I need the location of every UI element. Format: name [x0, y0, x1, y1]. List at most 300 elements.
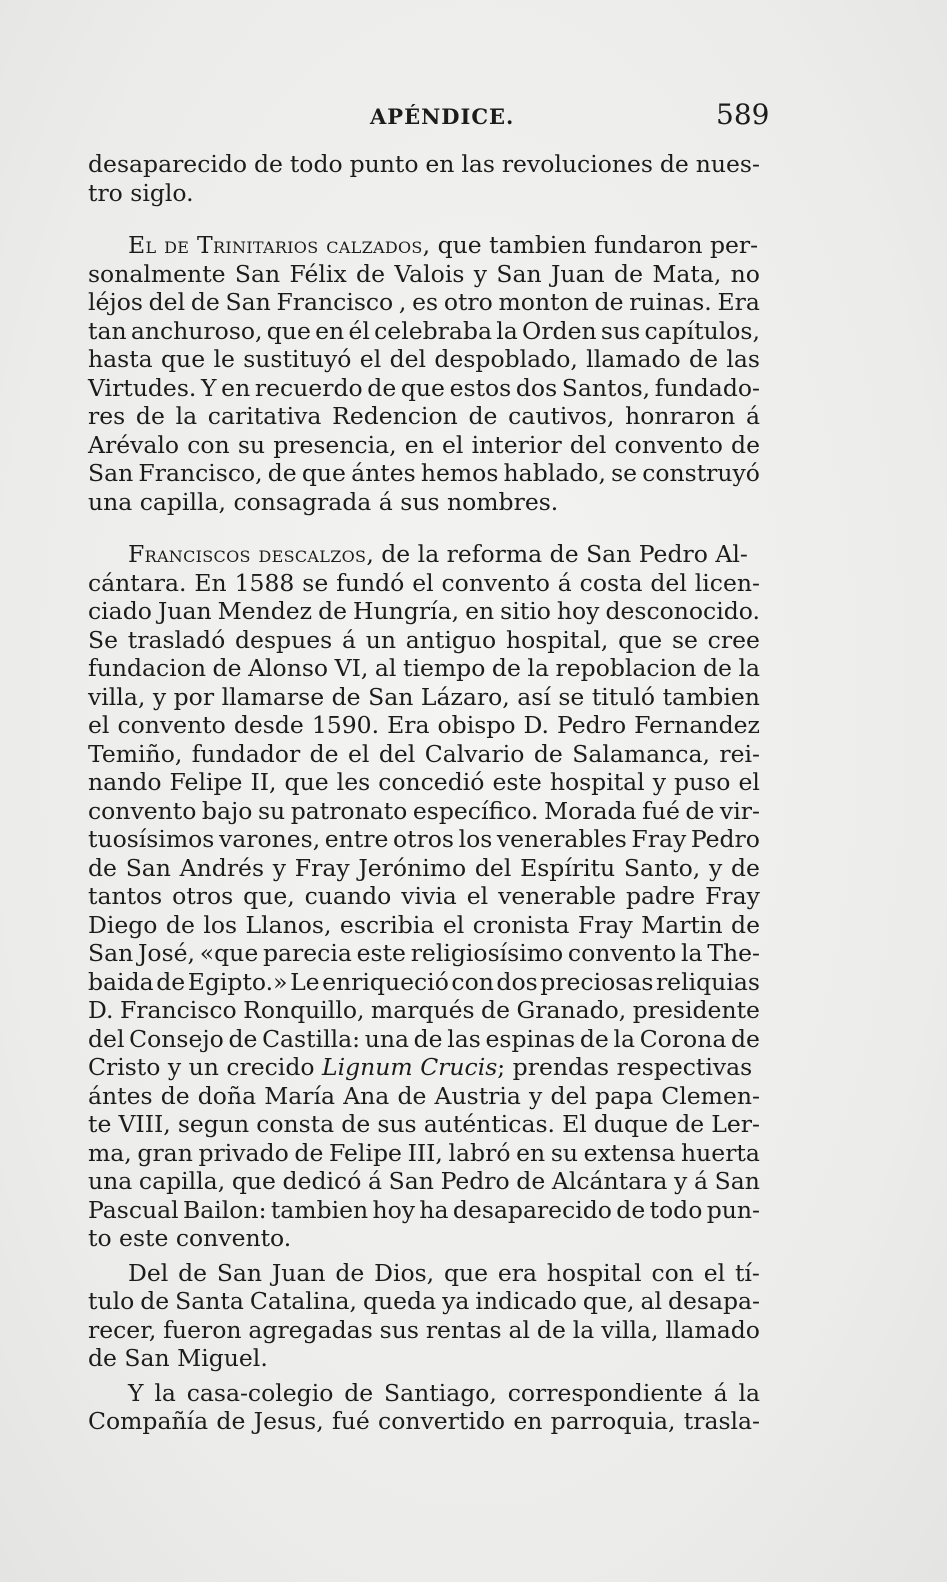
word: Pedro [557, 711, 627, 739]
word: de [516, 1167, 546, 1195]
word: de [88, 853, 117, 882]
word: recer, [88, 1315, 157, 1344]
word: la [681, 939, 703, 967]
word: era [497, 1258, 537, 1287]
word: Fernandez [634, 711, 760, 739]
word: la [154, 1378, 176, 1407]
word: que [266, 316, 311, 345]
word: la [496, 316, 518, 345]
word: baida [88, 967, 154, 996]
line-text [88, 882, 760, 911]
word: 1590. [311, 711, 380, 739]
word: Orden [522, 316, 597, 345]
word: San [714, 1167, 760, 1195]
word: de [367, 373, 397, 402]
text-line [88, 911, 760, 940]
word: Pedro [440, 1167, 510, 1195]
word: Francisco [276, 288, 394, 316]
word: que [231, 1167, 276, 1195]
word: estos [449, 373, 512, 402]
word: Ana [343, 1081, 390, 1110]
word: Corona [639, 1024, 727, 1053]
word: obispo [437, 711, 516, 739]
word: auténticas. [423, 1110, 555, 1138]
word: sitio [500, 597, 551, 625]
line-text [88, 569, 760, 598]
word: del [474, 853, 512, 882]
word: de [468, 402, 498, 430]
word: este [492, 768, 542, 796]
word: indicado [475, 1287, 577, 1315]
text-line [88, 540, 760, 569]
paragraph-gap [88, 516, 760, 540]
word: de [309, 739, 339, 768]
word: interior [471, 430, 562, 459]
word: Juan [550, 259, 605, 288]
word: de [685, 796, 715, 825]
text-line [88, 626, 760, 655]
text-line [88, 402, 760, 431]
word: The- [707, 939, 760, 967]
word: con [451, 967, 494, 996]
word: de [689, 345, 718, 373]
word: de [254, 150, 283, 178]
word: se [671, 625, 698, 654]
line-text [128, 1379, 760, 1408]
text-line [88, 1196, 760, 1225]
text-line [88, 374, 760, 403]
word: tí- [734, 1258, 760, 1287]
word: la [527, 654, 549, 682]
word: que, [582, 1287, 635, 1315]
word: construyó [642, 459, 760, 487]
word: sus [377, 1110, 417, 1138]
word: tan [88, 316, 127, 345]
word: tantos [88, 882, 163, 910]
word: dedicó [282, 1167, 362, 1195]
word: de [165, 910, 195, 939]
text-line [88, 1053, 760, 1082]
word: y [529, 1081, 543, 1110]
line-text [88, 150, 760, 179]
word: con [187, 430, 230, 459]
word: VIII, [118, 1110, 171, 1138]
word: fué [642, 796, 680, 825]
word: consta [256, 1110, 335, 1138]
word: José, [138, 939, 196, 967]
word: específico. [412, 796, 539, 825]
word: Clemen- [661, 1081, 760, 1110]
word: de [318, 597, 348, 625]
word: de [140, 1287, 170, 1315]
word: que, [243, 882, 295, 910]
word: San [496, 259, 542, 288]
word: Egipto.» [187, 967, 288, 996]
text-line [88, 231, 760, 260]
word: dos [515, 373, 558, 402]
text-line [88, 1259, 760, 1288]
text-line [88, 968, 760, 997]
word: desaparecido [452, 1195, 612, 1224]
text-line [88, 1344, 760, 1373]
word: preciosas [540, 967, 654, 996]
word: el [738, 768, 760, 796]
word: en [315, 316, 345, 345]
word: convento [567, 939, 677, 967]
text-line [88, 654, 760, 683]
word: Juan [157, 597, 212, 625]
line-text [88, 1025, 760, 1054]
word: presencia, [273, 430, 397, 459]
word: convento [117, 711, 226, 739]
text-line [88, 1287, 760, 1316]
word: 1588 [234, 568, 295, 597]
word: hoy [556, 597, 600, 625]
word: á [745, 402, 760, 430]
paragraph-franciscos [88, 540, 760, 1253]
word: «que [199, 939, 259, 967]
word: punto [349, 150, 419, 178]
line-text [88, 1139, 760, 1168]
word: Jerónimo [358, 853, 467, 882]
word: nando [88, 768, 162, 796]
word: y [708, 853, 723, 882]
word: de [216, 1407, 246, 1435]
word: ántes [351, 459, 416, 487]
paragraph-trinitarios [88, 231, 760, 516]
word: le [213, 345, 235, 373]
word: revoluciones [501, 150, 653, 178]
text-line [88, 459, 760, 488]
word: en [221, 373, 251, 402]
word: desde [233, 711, 304, 739]
word: Valois [394, 259, 465, 288]
word: sonalmente [88, 259, 226, 288]
word: sus [600, 316, 641, 345]
word: Jesus, [253, 1407, 324, 1435]
text-line [88, 260, 760, 289]
word: antiguo [405, 625, 497, 654]
word: del [569, 430, 607, 459]
word: y [272, 853, 287, 882]
word: al [508, 1315, 531, 1344]
line-text [88, 597, 760, 626]
body-text [88, 150, 760, 1436]
word: la [572, 1315, 595, 1344]
line-text [88, 968, 760, 997]
word: reliquias [655, 967, 760, 996]
line-text: to este convento. [88, 1224, 292, 1252]
word: honraron [625, 402, 736, 430]
word: se [611, 459, 638, 487]
word: Arévalo [88, 430, 180, 459]
word: Felipe [169, 768, 243, 796]
word: Fray [577, 910, 633, 939]
line-text [128, 1259, 760, 1288]
word: otro [443, 288, 493, 316]
line-text [88, 288, 760, 317]
word: una [88, 1167, 133, 1195]
word: el [88, 711, 110, 739]
word: En [194, 568, 227, 597]
text-line [88, 597, 760, 626]
word: de [344, 1378, 374, 1407]
word: de [156, 967, 186, 996]
word: el [359, 345, 382, 373]
word: de [294, 1138, 324, 1167]
text-line [88, 488, 760, 517]
word: celebraba [374, 316, 492, 345]
line-text: , que tambien fundaron per- [422, 231, 759, 259]
word: otros [172, 882, 234, 910]
text-line [88, 768, 760, 797]
word: cuando [304, 882, 392, 910]
word: correspondiente [507, 1378, 703, 1407]
word: de [481, 996, 510, 1024]
word: ciado [88, 597, 152, 625]
word: de [536, 1315, 566, 1344]
section-lead: Franciscos descalzos [128, 540, 367, 568]
word: que [443, 1258, 489, 1287]
word: de [731, 910, 760, 939]
word: convertido [378, 1407, 506, 1435]
line-text-group [88, 1053, 760, 1082]
word: hospital [549, 768, 645, 796]
word: III, [407, 1138, 443, 1167]
line-text: tro siglo. [88, 178, 194, 207]
word: Compañía [88, 1407, 209, 1435]
word: anchuroso, [130, 316, 263, 345]
word: léjos [88, 288, 143, 316]
word: Diego [88, 910, 158, 939]
word: cree [707, 625, 760, 654]
word: la [738, 654, 760, 682]
line-text [88, 1196, 760, 1225]
word: San [125, 853, 171, 882]
word: trasla- [683, 1407, 760, 1435]
word: huerta [681, 1138, 760, 1167]
word: despues [235, 625, 333, 654]
word: San [388, 1167, 434, 1195]
word: á [368, 1167, 383, 1195]
word: que [618, 625, 663, 654]
word: así [517, 682, 551, 711]
word: hablado, [503, 459, 606, 487]
text-line [88, 939, 760, 968]
word: Andrés [179, 853, 265, 882]
word: tambien [270, 1195, 369, 1224]
word: repoblacion [555, 654, 697, 682]
word: duque [593, 1110, 669, 1138]
line-text [88, 768, 760, 797]
word: á [557, 568, 572, 597]
word: Santa [175, 1287, 244, 1315]
word: y [674, 1167, 688, 1195]
word: con [651, 1258, 694, 1287]
line-text [88, 1110, 760, 1139]
word: su [550, 1138, 579, 1167]
word: doña [197, 1081, 257, 1110]
word: queda [362, 1287, 437, 1315]
word: D. [523, 711, 549, 739]
line-text [88, 1316, 760, 1345]
word: que [161, 345, 206, 373]
word: los [203, 910, 238, 939]
word: las [461, 150, 495, 178]
word: este [356, 939, 406, 967]
word: rei- [719, 739, 760, 768]
word: religiosísimo [410, 939, 564, 967]
page-header [0, 98, 947, 138]
word: en [425, 150, 455, 178]
text-line [88, 1139, 760, 1168]
word: la [175, 402, 198, 430]
word: Alcántara [551, 1167, 668, 1195]
line-text [88, 854, 760, 883]
word: los [458, 825, 493, 853]
word: del [88, 1024, 125, 1053]
text-line [88, 996, 760, 1025]
line-text-group [128, 540, 760, 569]
word: se [558, 682, 585, 711]
text-line [88, 431, 760, 460]
text-line [88, 317, 760, 346]
word: El [562, 1110, 587, 1138]
line-text [88, 683, 760, 712]
word: llamado [586, 345, 681, 373]
word: fundó [336, 568, 405, 597]
word: , [398, 288, 407, 316]
latin-term: Lignum Crucis [322, 1053, 498, 1081]
word: Austria [434, 1081, 521, 1110]
word: de [228, 1024, 258, 1053]
word: Era [387, 711, 430, 739]
word: se [302, 568, 329, 597]
text-line [88, 345, 760, 374]
word: ya [442, 1287, 470, 1315]
word: de [730, 853, 760, 882]
text-line [88, 711, 760, 740]
word: varones, [218, 825, 321, 853]
line-text [88, 1407, 760, 1436]
word: de [356, 259, 385, 288]
word: una [364, 1024, 409, 1053]
text-line [88, 179, 760, 208]
word: de [331, 682, 361, 711]
word: de [616, 1195, 646, 1224]
word: Bailon: [182, 1195, 267, 1224]
word: de [397, 1081, 427, 1110]
line-text [88, 654, 760, 683]
word: de [335, 1258, 365, 1287]
line-text [88, 317, 760, 346]
word: del [389, 345, 427, 373]
word: venerables [496, 825, 627, 853]
word: tambien [662, 682, 760, 711]
word: de [267, 459, 297, 487]
word: villa, [601, 1315, 659, 1344]
word: fundado- [654, 373, 760, 402]
paragraph-santiago [88, 1379, 760, 1436]
page-number: 589 [716, 98, 770, 131]
text-line [88, 150, 760, 179]
text-line [88, 569, 760, 598]
word: San [216, 1258, 263, 1287]
word: llamarse [221, 682, 325, 711]
word: el [412, 568, 434, 597]
word: el [703, 1258, 726, 1287]
word: Ler- [711, 1110, 760, 1138]
word: Morada [544, 796, 637, 825]
word: rentas [425, 1315, 502, 1344]
line-text [88, 1167, 760, 1196]
word: tiempo [403, 654, 486, 682]
word: de [341, 1110, 371, 1138]
word: del [148, 288, 186, 316]
line-text [88, 345, 760, 374]
word: Fray [631, 825, 687, 853]
line-text [88, 260, 760, 289]
word: marqués [370, 996, 475, 1024]
word: Santo, [623, 853, 701, 882]
word: su [237, 430, 266, 459]
word: San [234, 259, 281, 288]
word: de [135, 402, 165, 430]
word: de [675, 1110, 705, 1138]
line-text: , de la reforma de San Pedro Al- [366, 540, 748, 568]
word: al [374, 654, 397, 682]
text-line [88, 1224, 760, 1253]
word: la [613, 1024, 636, 1053]
word: el [466, 882, 489, 910]
line-text: una capilla, consagrada á sus nombres. [88, 487, 559, 516]
word: Era [717, 288, 760, 316]
word: de [731, 1024, 760, 1053]
word: Y [128, 1378, 144, 1407]
word: ruinas. [629, 288, 712, 316]
word: Redencion [332, 402, 458, 430]
word: VI, [334, 654, 369, 682]
word: espinas [485, 1024, 576, 1053]
word: en [465, 597, 495, 625]
word: de [491, 654, 521, 682]
word: las [447, 1024, 481, 1053]
word: casa-colegio [186, 1378, 334, 1407]
text-line [88, 797, 760, 826]
word: tulo [88, 1287, 135, 1315]
line-text [88, 1287, 760, 1316]
word: Catalina, [249, 1287, 357, 1315]
word: Pedro [690, 825, 760, 853]
line-text [88, 911, 760, 940]
word: recuerdo [254, 373, 363, 402]
word: Francisco, [138, 459, 263, 487]
word: Del [128, 1258, 169, 1287]
line-text [88, 374, 760, 403]
word: desapa- [667, 1287, 760, 1315]
word: parroquia, [550, 1407, 676, 1435]
word: Dios, [374, 1258, 435, 1287]
word: de [579, 1024, 609, 1053]
word: por [173, 682, 215, 711]
word: res [88, 402, 126, 430]
word: á [341, 625, 356, 654]
word: fué [332, 1407, 370, 1435]
word: padre [625, 882, 696, 910]
word: presidente [632, 996, 760, 1024]
word: Martin [641, 910, 723, 939]
word: de [731, 430, 760, 459]
